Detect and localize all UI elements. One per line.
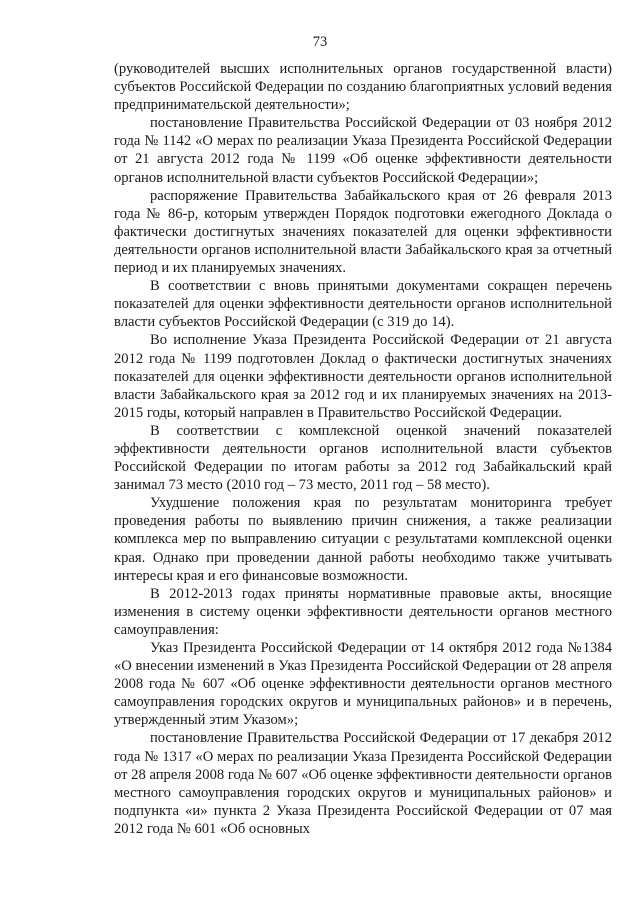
paragraph: В соответствии с комплексной оценкой значений показателей эффективности деятельности органов исполнительной власти субъектов Российской Федерации по итогам работы за 2012 год Забайкальский край занимал 73 место (2010 год – 73 место, 2011 год – 58 место). xyxy=(114,422,612,494)
paragraph: Во исполнение Указа Президента Российской Федерации от 21 августа 2012 года № 1199 подготовлен Доклад о фактически достигнутых значениях показателей для оценки эффективности деятельности органов исполнительной власти Забайкальского края за 2012 год и их планируемых значениях на 2013-2015 годы, который направлен в Правительство Российской Федерации. xyxy=(114,332,612,421)
paragraph: В соответствии с вновь принятыми документами сокращен перечень показателей для оценки эффективности деятельности органов исполнительной власти субъектов Российской Федерации (с 319 до 14). xyxy=(114,278,612,331)
paragraph: постановление Правительства Российской Федерации от 17 декабря 2012 года № 1317 «О мерах по реализации Указа Президента Российской Федерации от 28 апреля 2008 года № 607 «Об оценке эффективности деятельности органов местного самоуправления городских округов и муниципальных районов» и подпункта «и» пункта 2 Указа Президента Российской Федерации от 07 мая 2012 года № 601 «Об основных xyxy=(114,730,612,837)
paragraph: (руководителей высших исполнительных органов государственной власти) субъектов Российской Федерации по созданию благоприятных условий ведения предпринимательской деятельности»; xyxy=(114,61,612,114)
document-body xyxy=(114,60,612,838)
paragraph: В 2012-2013 годах приняты нормативные правовые акты, вносящие изменения в систему оценки эффективности деятельности органов местного самоуправления: xyxy=(114,585,612,638)
page-number: 73 xyxy=(312,34,328,50)
paragraph: Указ Президента Российской Федерации от 14 октября 2012 года №1384 «О внесении изменений в Указ Президента Российской Федерации от 28 апреля 2008 года № 607 «Об оценке эффективности деятельности органов местного самоуправления городских округов и муниципальных районов» и в перечень, утвержденный этим Указом»; xyxy=(114,640,612,729)
paragraph: постановление Правительства Российской Федерации от 03 ноября 2012 года № 1142 «О мерах по реализации Указа Президента Российской Федерации от 21 августа 2012 года № 1199 «Об оценке эффективности деятельности органов исполнительной власти субъектов Российской Федерации»; xyxy=(114,115,612,186)
paragraph: распоряжение Правительства Забайкальского края от 26 февраля 2013 года № 86-р, которым утвержден Порядок подготовки ежегодного Доклада о фактически достигнутых значениях показателей для оценки эффективности деятельности органов исполнительной власти Забайкальского края за отчетный период и их планируемых значениях. xyxy=(114,187,612,277)
paragraph: Ухудшение положения края по результатам мониторинга требует проведения работы по выявлению причин снижения, а также реализации комплекса мер по выправлению ситуации с результатами комплексной оценки края. Однако при проведении данной работы необходимо также учитывать интересы края и его финансовые возможности. xyxy=(114,495,612,584)
